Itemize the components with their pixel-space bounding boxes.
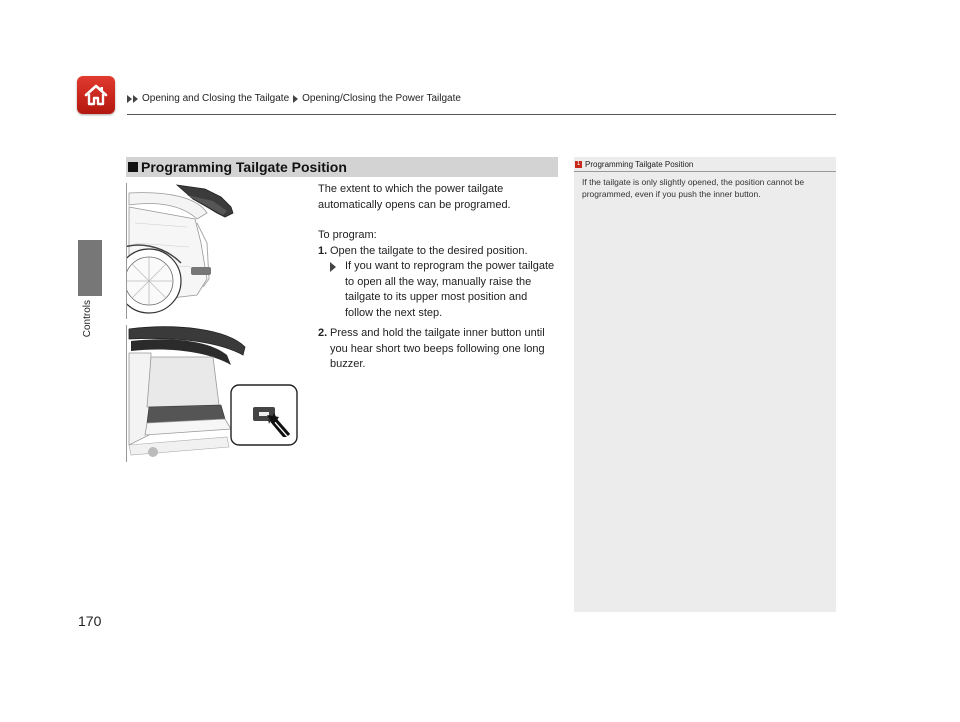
note-arrow-icon <box>330 259 345 321</box>
step-1 <box>318 244 558 260</box>
step-2 <box>318 326 558 373</box>
breadcrumb-item-tailgate[interactable]: Opening and Closing the Tailgate <box>142 93 290 104</box>
info-sidebar <box>574 157 836 612</box>
chapter-label: Controls <box>82 300 93 338</box>
section-square-icon <box>128 162 138 172</box>
section-title: Programming Tailgate Position <box>141 159 347 175</box>
step-text: Press and hold the tailgate inner button until you hear short two beeps following one long buzzer. <box>330 327 545 370</box>
lead-text: To program: <box>318 229 377 241</box>
info-title: Programming Tailgate Position <box>585 159 694 169</box>
tailgate-open-illustration <box>126 183 308 319</box>
section-header <box>126 157 558 177</box>
step-number: 2. <box>318 327 328 339</box>
home-icon <box>82 81 110 109</box>
breadcrumb-item-power-tailgate[interactable]: Opening/Closing the Power Tailgate <box>302 93 461 104</box>
breadcrumb-arrow-icon <box>127 95 138 103</box>
chapter-tab <box>78 240 102 296</box>
home-button[interactable] <box>77 76 115 114</box>
info-text: If the tailgate is only slightly opened, the position cannot be programmed, even if you push the inner button. <box>582 177 805 199</box>
reference-icon: 1 <box>576 160 581 167</box>
header-rule <box>127 114 836 115</box>
intro-text: The extent to which the power tailgate automatically opens can be programed. <box>318 183 511 211</box>
step-number: 1. <box>318 244 328 257</box>
instructions <box>318 182 558 373</box>
tailgate-inner-button-illustration <box>126 325 308 462</box>
step-1-note <box>330 259 558 321</box>
step-text: Open the tailgate to the desired position. <box>330 244 528 257</box>
page-number: 170 <box>78 613 102 629</box>
breadcrumb <box>127 93 461 104</box>
breadcrumb-arrow-icon <box>293 95 298 103</box>
note-text: If you want to reprogram the power tailgate to open all the way, manually raise the tailgate to its upper most position and follow the next step. <box>345 260 555 319</box>
